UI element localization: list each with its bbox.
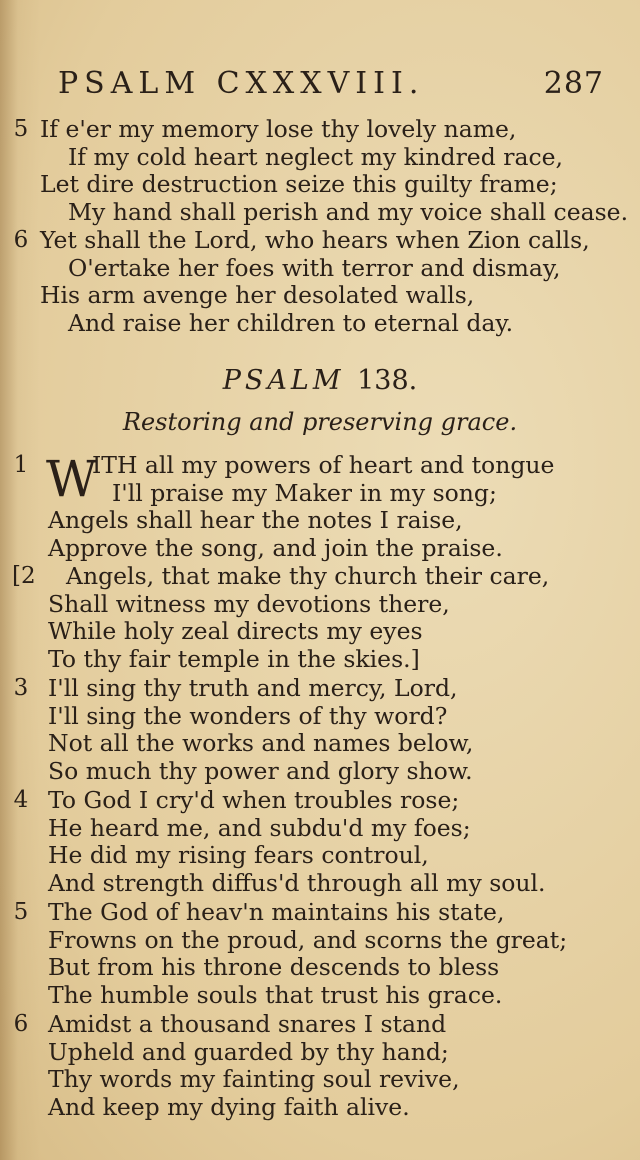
verse-number: 6 — [13, 1011, 29, 1037]
psalm-subtitle: Restoring and preserving grace. — [122, 408, 518, 436]
verse-line: Approve the song, and join the praise. — [48, 533, 503, 562]
verse-line: To thy fair temple in the skies.] — [48, 644, 420, 673]
verse-line: Yet shall the Lord, who hears when Zion calls, — [40, 226, 590, 254]
verse-number: 3 — [13, 675, 29, 701]
verse-line: Amidst a thousand snares I stand — [48, 1010, 447, 1038]
verse-line: If e'er my memory lose thy lovely name, — [40, 115, 517, 143]
verse-line: Angels shall hear the notes I raise, — [48, 506, 463, 534]
verse-line: While holy zeal directs my eyes — [48, 617, 423, 645]
verse-line: His arm avenge her desolated walls, — [40, 281, 475, 309]
verse-line: Upheld and guarded by thy hand; — [48, 1037, 449, 1066]
verse-line: I'll sing thy truth and mercy, Lord, — [48, 674, 458, 702]
verse-number: 5 — [13, 116, 29, 142]
verse-line: And keep my dying faith alive. — [48, 1092, 410, 1121]
verse-line: Let dire destruction seize this guilty frame; — [40, 170, 558, 198]
verse-line: I'll praise my Maker in my song; — [112, 478, 497, 507]
verse-line: To God I cry'd when troubles rose; — [48, 786, 460, 814]
verse-line: ITH all my powers of heart and tongue — [92, 451, 555, 479]
stanza-1 — [0, 452, 640, 562]
verse-line: He heard me, and subdu'd my foes; — [48, 813, 471, 842]
stanza-4 — [0, 787, 640, 897]
page-number: 287 — [543, 66, 604, 101]
running-title: PSALM CXXXVIII. — [58, 66, 425, 101]
verse-line: And raise her children to eternal day. — [68, 308, 514, 337]
verse-line: Frowns on the proud, and scorns the great; — [48, 925, 568, 954]
verse-line: Thy words my fainting soul revive, — [48, 1065, 460, 1093]
psalm-number: 138. — [357, 365, 418, 396]
verse-line: The God of heav'n maintains his state, — [48, 898, 505, 926]
drop-cap: W — [46, 450, 98, 508]
verse-line: I'll sing the wonders of thy word? — [48, 701, 448, 730]
verse-number: 6 — [13, 227, 29, 253]
verse-line: Angels, that make thy church their care, — [66, 562, 550, 590]
verse-line: The humble souls that trust his grace. — [48, 980, 503, 1009]
verse-line: And strength diffus'd through all my soul. — [48, 868, 546, 897]
verse-line: My hand shall perish and my voice shall cease. — [68, 197, 629, 226]
verse-number: 4 — [13, 787, 29, 813]
verse-number: [2 — [12, 563, 36, 589]
stanza-6 — [0, 1011, 640, 1121]
verse-line: Not all the works and names below, — [48, 729, 474, 757]
verse-6-continued — [0, 227, 640, 337]
stanza-5 — [0, 899, 640, 1009]
stanza-2 — [0, 563, 640, 673]
psalm-title-word: PSALM — [222, 365, 345, 396]
running-header — [58, 66, 618, 106]
verse-5-continued — [0, 116, 640, 226]
verse-line: So much thy power and glory show. — [48, 756, 473, 785]
verse-number: 1 — [13, 452, 29, 478]
verse-line: O'ertake her foes with terror and dismay, — [68, 253, 561, 282]
verse-line: Shall witness my devotions there, — [48, 589, 450, 618]
psalm-title — [0, 365, 640, 396]
verse-line: He did my rising fears controul, — [48, 841, 429, 869]
verse-line: But from his throne descends to bless — [48, 953, 500, 981]
stanza-3 — [0, 675, 640, 785]
verse-number: 5 — [13, 899, 29, 925]
verse-line: If my cold heart neglect my kindred race, — [68, 142, 564, 171]
